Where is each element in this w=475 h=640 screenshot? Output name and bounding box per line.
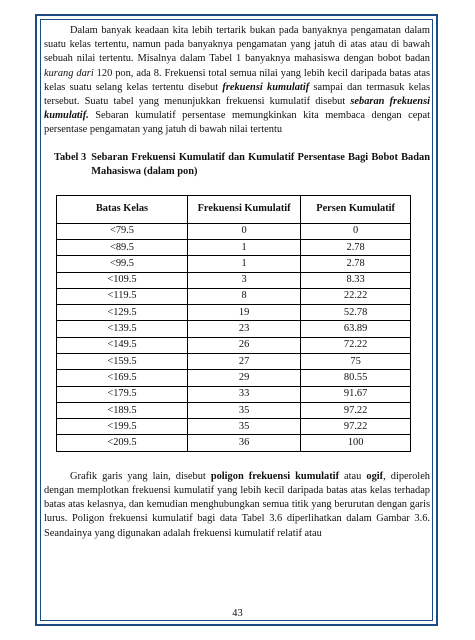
text-span: sampai dan termasuk kelas tersebut. Suatu tabel yang menunjukkan frekuensi kumulatif disebut	[44, 81, 430, 108]
table-row	[57, 386, 411, 402]
text-span: Sebaran kumulatif persentase memungkinkan kita membaca dengan cepat persentase pengamatan yang jatuh di bawah nilai tertentu	[44, 110, 430, 136]
cell-frekuensi-kumulatif: 35	[187, 402, 300, 418]
table-row	[57, 370, 411, 386]
table-row	[57, 239, 411, 255]
cell-batas-kelas: <149.5	[57, 337, 188, 353]
cell-persen-kumulatif: 2.78	[301, 239, 411, 255]
cell-batas-kelas: <159.5	[57, 354, 188, 370]
cell-persen-kumulatif: 22.22	[301, 288, 411, 304]
table-row	[57, 321, 411, 337]
table-number: Tabel 3	[54, 151, 87, 163]
cell-batas-kelas: <79.5	[57, 223, 188, 239]
cell-persen-kumulatif: 8.33	[301, 272, 411, 288]
paragraph-intro	[44, 24, 430, 138]
cell-batas-kelas: <189.5	[57, 402, 188, 418]
term-sebaran-frekuensi-kumulatif: sebaran frekuensi kumulatif.	[44, 96, 430, 122]
cell-frekuensi-kumulatif: 0	[187, 223, 300, 239]
cell-frekuensi-kumulatif: 19	[187, 305, 300, 321]
cell-frekuensi-kumulatif: 29	[187, 370, 300, 386]
table-row	[57, 305, 411, 321]
cell-batas-kelas: <89.5	[57, 239, 188, 255]
cell-frekuensi-kumulatif: 8	[187, 288, 300, 304]
term-ogif: ogif	[366, 470, 384, 482]
cell-persen-kumulatif: 100	[301, 435, 411, 451]
cell-persen-kumulatif: 52.78	[301, 305, 411, 321]
term-frekuensi-kumulatif: frekuensi kumulatif	[222, 81, 310, 93]
cell-batas-kelas: <169.5	[57, 370, 188, 386]
cell-frekuensi-kumulatif: 33	[187, 386, 300, 402]
cell-persen-kumulatif: 0	[301, 223, 411, 239]
cell-frekuensi-kumulatif: 35	[187, 419, 300, 435]
table-row	[57, 223, 411, 239]
table-row	[57, 337, 411, 353]
cell-frekuensi-kumulatif: 23	[187, 321, 300, 337]
cell-batas-kelas: <109.5	[57, 272, 188, 288]
paragraph-ogif	[44, 470, 430, 541]
cell-persen-kumulatif: 72.22	[301, 337, 411, 353]
cell-batas-kelas: <99.5	[57, 256, 188, 272]
table-row	[57, 272, 411, 288]
text-span: Grafik garis yang lain, disebut	[70, 470, 211, 482]
cell-persen-kumulatif: 91.67	[301, 386, 411, 402]
cell-persen-kumulatif: 2.78	[301, 256, 411, 272]
cell-batas-kelas: <179.5	[57, 386, 188, 402]
text-span: atau	[339, 470, 367, 482]
table-row	[57, 419, 411, 435]
cell-frekuensi-kumulatif: 3	[187, 272, 300, 288]
table-header-row	[57, 195, 411, 223]
cell-frekuensi-kumulatif: 1	[187, 256, 300, 272]
cell-frekuensi-kumulatif: 26	[187, 337, 300, 353]
text-span: Dalam banyak keadaan kita lebih tertarik bukan pada banyaknya pengamatan dalam suatu kelas tertentu, namun pada banyaknya pengamatan yang jatuh di atas atau di bawah sebuah nilai tertentu. Misalnya dalam Tabel 1 banyaknya mahasiswa dengan bobot badan	[44, 25, 430, 65]
cell-frekuensi-kumulatif: 27	[187, 354, 300, 370]
cell-batas-kelas: <129.5	[57, 305, 188, 321]
cell-persen-kumulatif: 63.89	[301, 321, 411, 337]
table-row	[57, 256, 411, 272]
table-row	[57, 288, 411, 304]
text-span: 120 pon, ada 8. Frekuensi total semua nilai yang lebih kecil daripada batas atas kelas suatu selang kelas tertentu disebut	[44, 67, 430, 93]
header-persen-kumulatif: Persen Kumulatif	[301, 195, 411, 223]
cell-batas-kelas: <199.5	[57, 419, 188, 435]
cell-batas-kelas: <209.5	[57, 435, 188, 451]
cell-persen-kumulatif: 75	[301, 354, 411, 370]
table-title: Sebaran Frekuensi Kumulatif dan Kumulatif Persentase Bagi Bobot Badan Mahasiswa (dalam pon)	[91, 151, 430, 177]
italic-phrase: kurang dari	[44, 67, 94, 79]
table-caption	[44, 151, 430, 179]
page-content	[44, 24, 430, 541]
text-span: , diperoleh dengan memplotkan frekuensi kumulatif yang lebih kecil daripada batas atas kelas terhadap batas atas kelasnya, dan kemudian menghubungkan semua titik yang berurutan dengan garis lurus. Poligon frekuensi kumulatif bagi data Tabel 3.6 diperlihatkan dalam Gambar 3.6. Seandainya yang digunakan adalah frekuensi kumulatif relatif atau	[44, 470, 430, 539]
header-batas-kelas: Batas Kelas	[57, 195, 188, 223]
cell-batas-kelas: <119.5	[57, 288, 188, 304]
cell-persen-kumulatif: 97.22	[301, 402, 411, 418]
cell-persen-kumulatif: 80.55	[301, 370, 411, 386]
cell-batas-kelas: <139.5	[57, 321, 188, 337]
table-row	[57, 435, 411, 451]
page-number: 43	[232, 608, 243, 619]
term-poligon-frekuensi-kumulatif: poligon frekuensi kumulatif	[210, 470, 340, 482]
cell-frekuensi-kumulatif: 36	[187, 435, 300, 451]
table-row	[57, 354, 411, 370]
table-row	[57, 402, 411, 418]
cell-frekuensi-kumulatif: 1	[187, 239, 300, 255]
cell-persen-kumulatif: 97.22	[301, 419, 411, 435]
header-frekuensi-kumulatif: Frekuensi Kumulatif	[187, 195, 300, 223]
cumulative-frequency-table	[56, 195, 411, 452]
